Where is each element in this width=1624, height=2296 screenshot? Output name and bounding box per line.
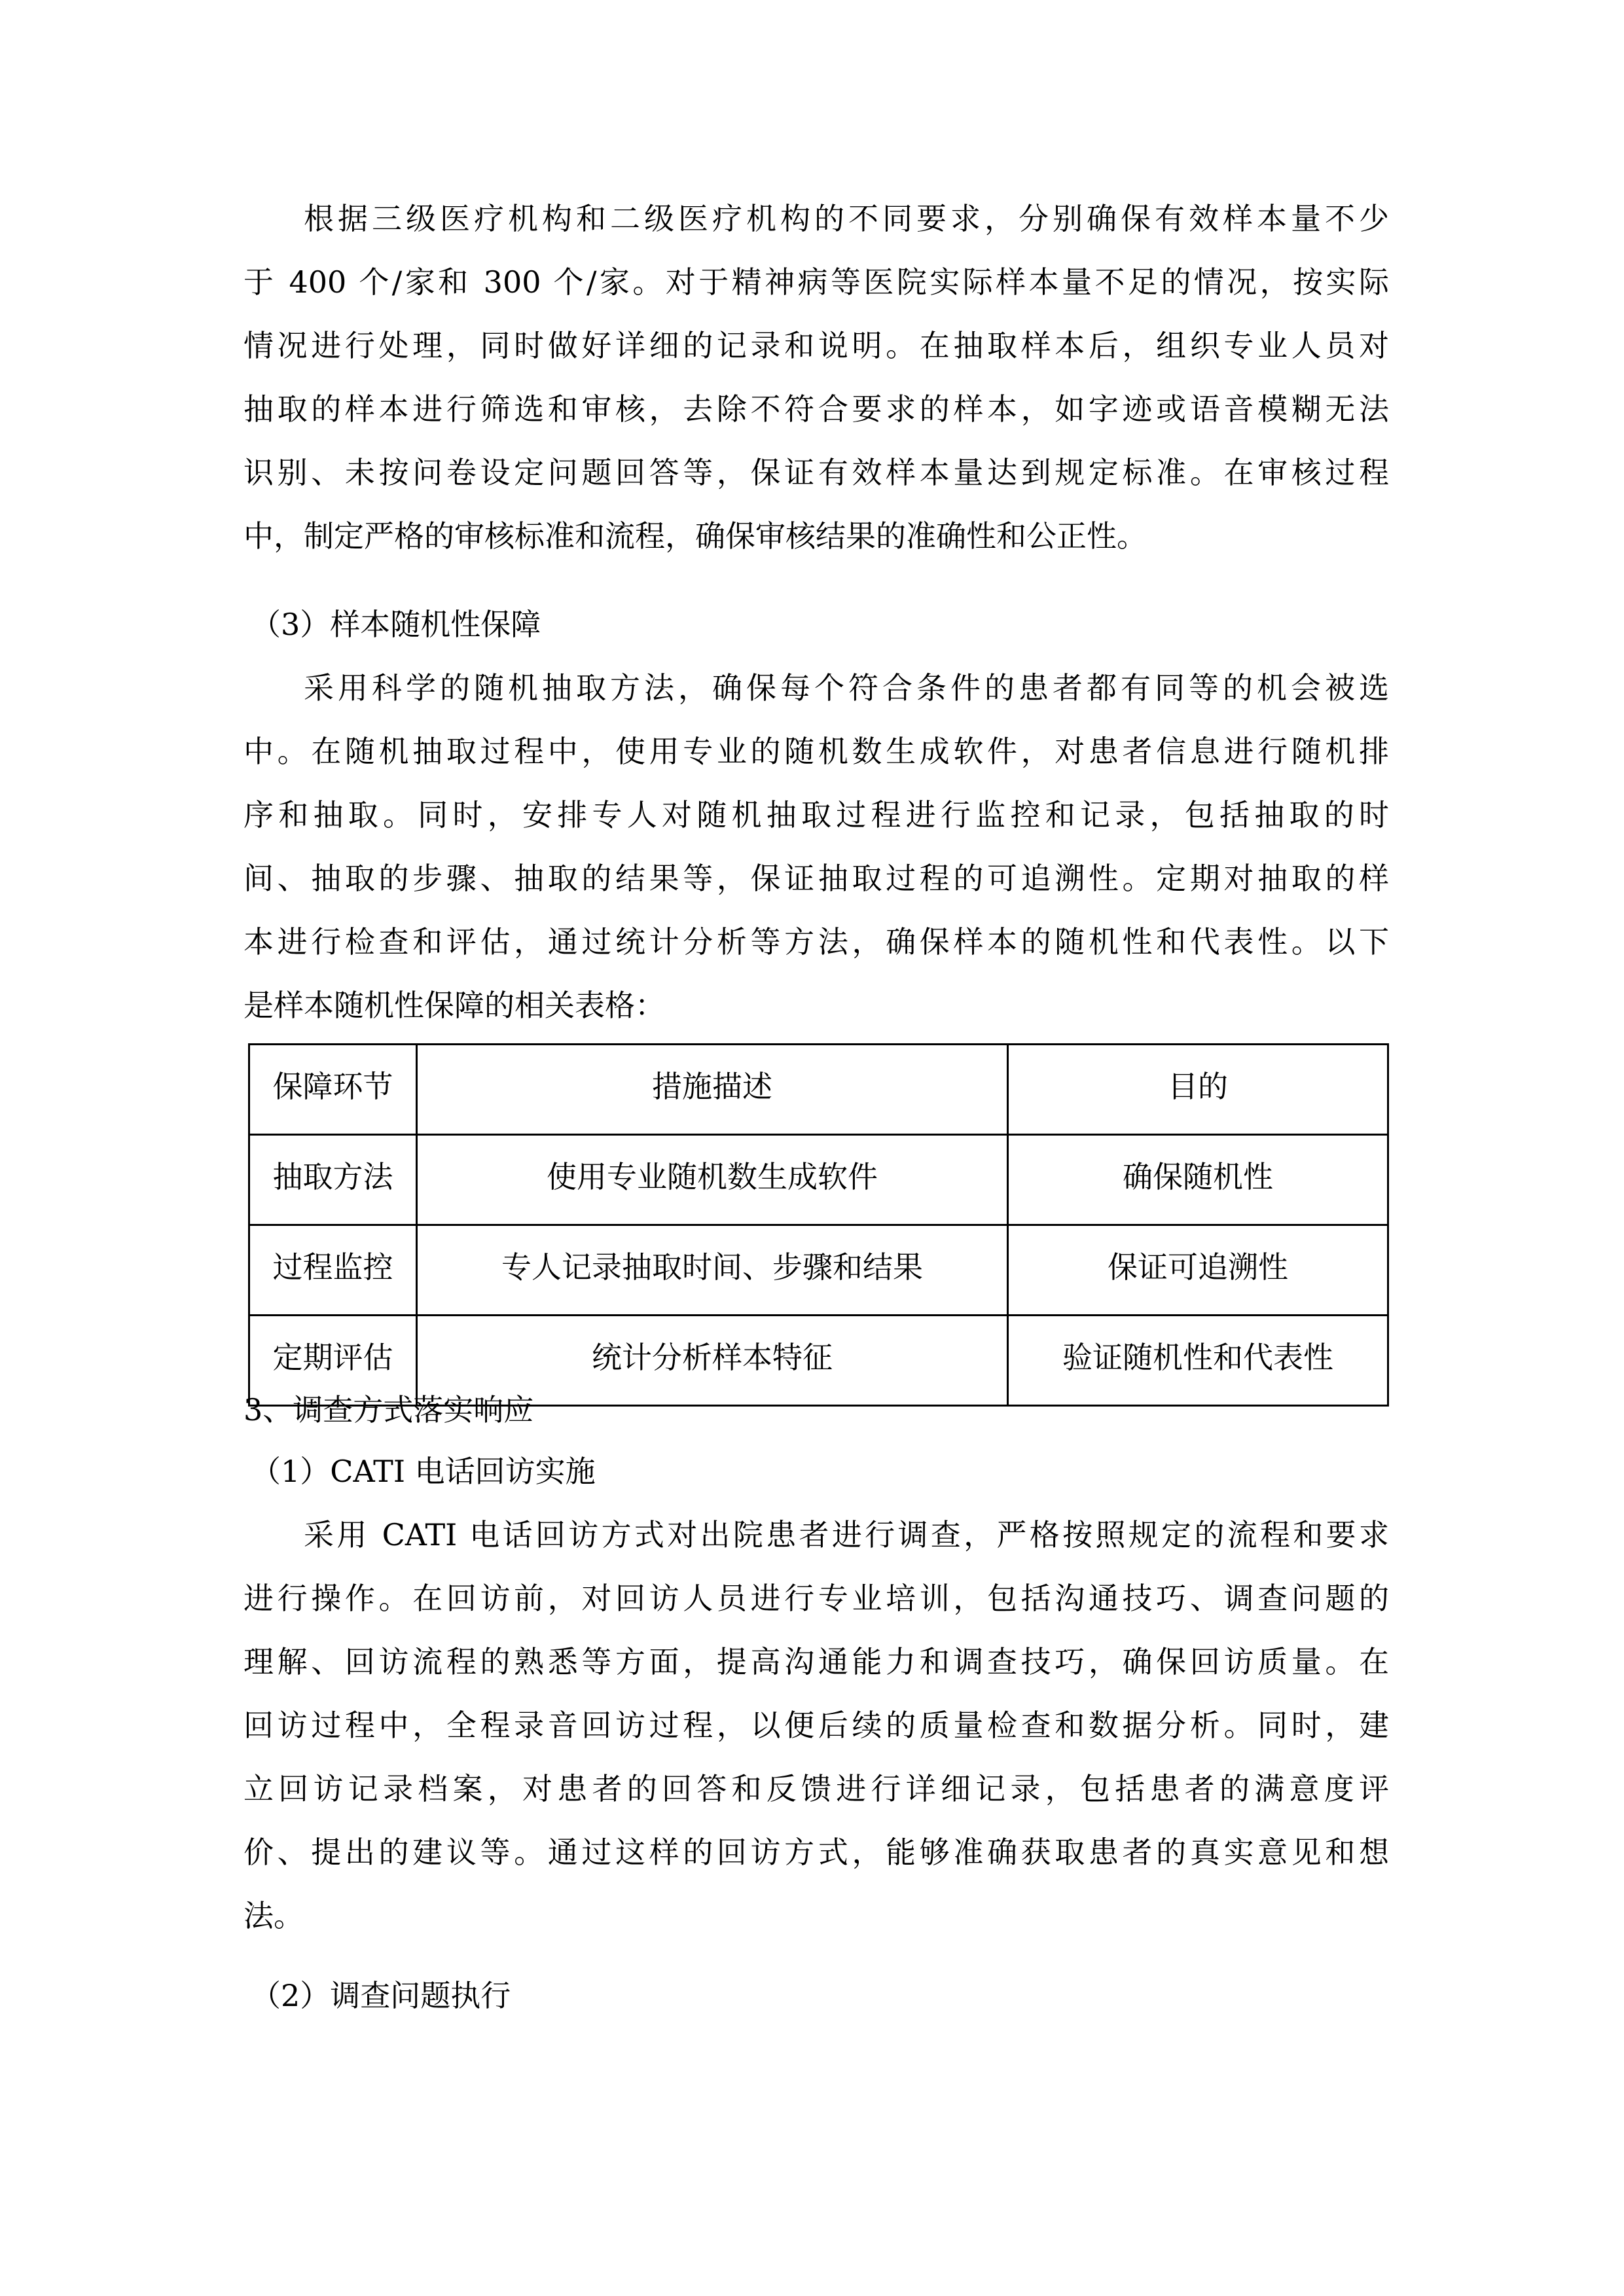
table-cell: 定期评估 <box>249 1316 417 1406</box>
text-line: 价、提出的建议等。通过这样的回访方式，能够准确获取患者的真实意见和想 <box>244 1835 1389 1870</box>
table-header-cell: 目的 <box>1008 1045 1388 1135</box>
text-line: 采用科学的随机抽取方法，确保每个符合条件的患者都有同等的机会被选 <box>304 670 1389 706</box>
section-heading-survey-method: 3、调查方式落实响应 <box>244 1392 534 1427</box>
paragraph-cati <box>244 1503 1389 1948</box>
heading-cati: （1）CATI 电话回访实施 <box>251 1454 596 1489</box>
table-cell: 保证可追溯性 <box>1008 1225 1388 1316</box>
table-cell: 抽取方法 <box>249 1135 417 1225</box>
paragraph-random-sampling <box>244 656 1389 1037</box>
text-line: 间、抽取的步骤、抽取的结果等，保证抽取过程的可追溯性。定期对抽取的样 <box>244 861 1389 896</box>
text-line: 本进行检查和评估，通过统计分析等方法，确保样本的随机性和代表性。以下 <box>244 924 1389 960</box>
text-line: 回访过程中，全程录音回访过程，以便后续的质量检查和数据分析。同时，建 <box>244 1708 1389 1743</box>
text-line: 法。 <box>244 1898 304 1933</box>
table-row <box>249 1135 1388 1225</box>
text-line: 中，制定严格的审核标准和流程，确保审核结果的准确性和公正性。 <box>244 518 1147 554</box>
table-header-cell: 措施描述 <box>417 1045 1008 1135</box>
table-header-cell: 保障环节 <box>249 1045 417 1135</box>
table-header-row <box>249 1045 1388 1135</box>
table-cell: 专人记录抽取时间、步骤和结果 <box>417 1225 1008 1316</box>
text-line: 序和抽取。同时，安排专人对随机抽取过程进行监控和记录，包括抽取的时 <box>244 797 1389 833</box>
heading-sample-randomness: （3）样本随机性保障 <box>251 607 541 642</box>
text-line: 情况进行处理，同时做好详细的记录和说明。在抽取样本后，组织专业人员对 <box>244 328 1389 363</box>
paragraph-sample-size <box>244 187 1389 568</box>
text-line: 是样本随机性保障的相关表格： <box>244 988 665 1023</box>
randomness-table <box>248 1043 1389 1407</box>
text-line: 立回访记录档案，对患者的回答和反馈进行详细记录，包括患者的满意度评 <box>244 1771 1389 1806</box>
text-line: 抽取的样本进行筛选和审核，去除不符合要求的样本，如字迹或语音模糊无法 <box>244 391 1389 427</box>
text-line: 进行操作。在回访前，对回访人员进行专业培训，包括沟通技巧、调查问题的 <box>244 1581 1389 1616</box>
heading-survey-questions: （2）调查问题执行 <box>251 1978 511 2013</box>
text-line: 采用 CATI 电话回访方式对出院患者进行调查，严格按照规定的流程和要求 <box>304 1517 1389 1552</box>
text-line: 于 400 个/家和 300 个/家。对于精神病等医院实际样本量不足的情况，按实际 <box>244 264 1389 300</box>
text-line: 根据三级医疗机构和二级医疗机构的不同要求，分别确保有效样本量不少 <box>304 201 1389 236</box>
text-line: 理解、回访流程的熟悉等方面，提高沟通能力和调查技巧，确保回访质量。在 <box>244 1644 1389 1679</box>
table-cell: 确保随机性 <box>1008 1135 1388 1225</box>
table-cell: 统计分析样本特征 <box>417 1316 1008 1406</box>
table-cell: 使用专业随机数生成软件 <box>417 1135 1008 1225</box>
text-line: 识别、未按问卷设定问题回答等，保证有效样本量达到规定标准。在审核过程 <box>244 455 1389 490</box>
table-cell: 验证随机性和代表性 <box>1008 1316 1388 1406</box>
table-cell: 过程监控 <box>249 1225 417 1316</box>
text-line: 中。在随机抽取过程中，使用专业的随机数生成软件，对患者信息进行随机排 <box>244 734 1389 769</box>
table-row <box>249 1225 1388 1316</box>
